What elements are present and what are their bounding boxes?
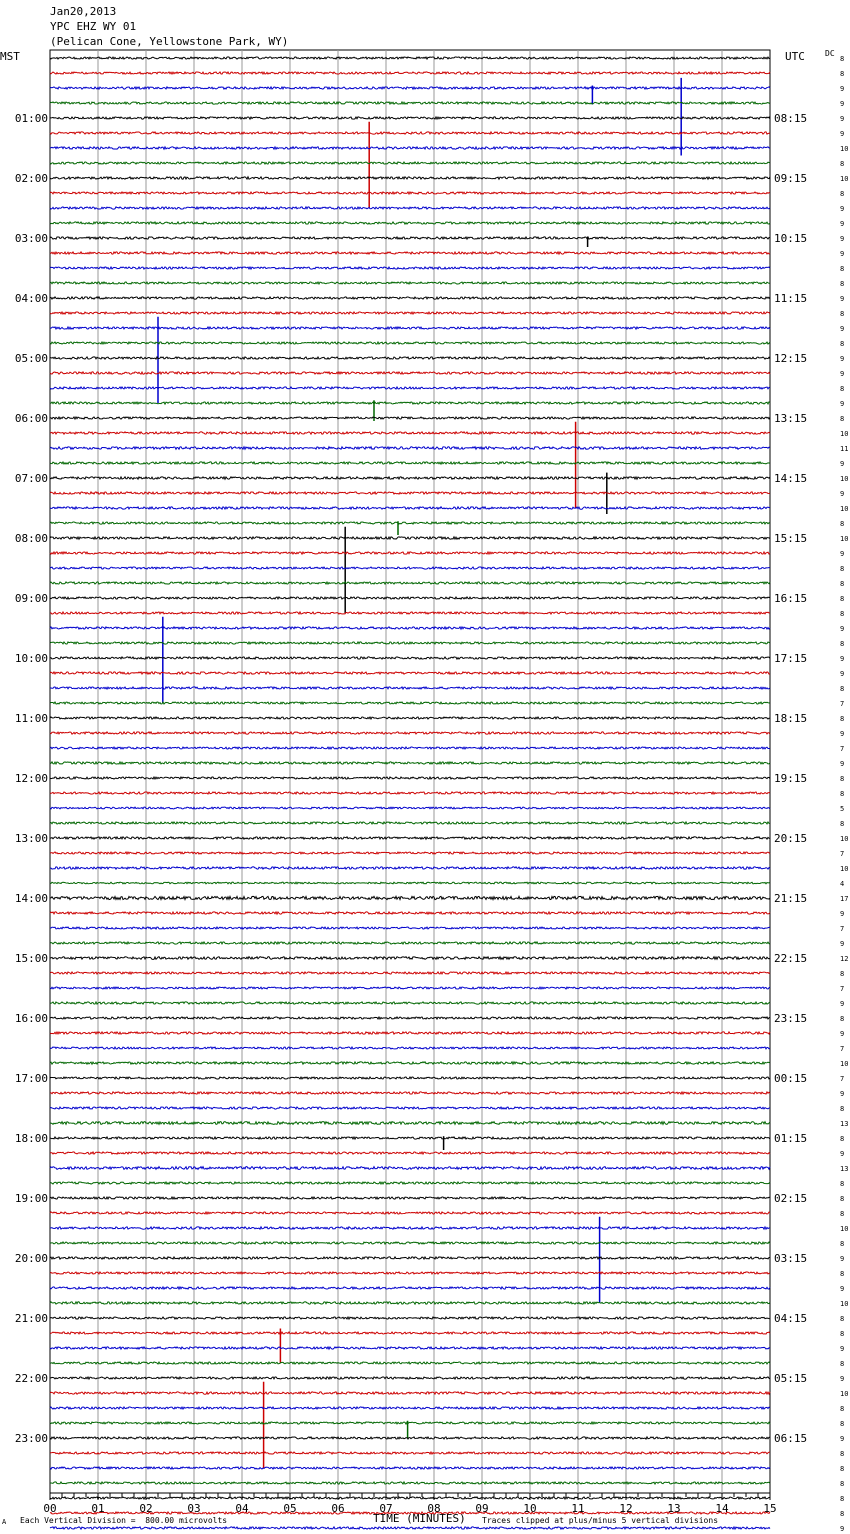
trace-row <box>50 1407 770 1409</box>
trace-row <box>50 492 770 494</box>
dc-offset-label: 8 <box>840 1465 845 1473</box>
dc-offset-label: 9 <box>840 355 845 363</box>
dc-offset-label: 9 <box>840 670 845 678</box>
trace-row <box>50 582 770 584</box>
trace-row <box>50 462 770 464</box>
utc-hour-label: 22:15 <box>774 952 808 965</box>
trace-row <box>50 267 770 269</box>
trace-row <box>50 867 770 869</box>
x-tick-label: 05 <box>283 1502 297 1515</box>
dc-offset-label: 8 <box>840 1420 845 1428</box>
mst-hour-label: 23:00 <box>14 1432 48 1445</box>
trace-row <box>50 1197 770 1199</box>
utc-hour-label: 12:15 <box>774 352 808 365</box>
trace-row <box>50 1047 770 1049</box>
trace-row <box>50 882 770 884</box>
x-tick-label: 11 <box>571 1502 585 1515</box>
trace-row <box>50 477 770 479</box>
dc-offset-label: 7 <box>840 1075 845 1083</box>
dc-offset-label: 8 <box>840 790 845 798</box>
dc-offset-label: 8 <box>840 1360 845 1368</box>
trace-row <box>50 1527 770 1529</box>
trace-row <box>50 57 770 59</box>
dc-offset-label: 8 <box>840 1510 845 1518</box>
dc-offset-label: 8 <box>840 1180 845 1188</box>
dc-offset-label: 8 <box>840 1135 845 1143</box>
dc-offset-label: 8 <box>840 340 845 348</box>
dc-offset-label: 13 <box>840 1120 849 1128</box>
dc-offset-label: 9 <box>840 85 845 93</box>
dc-offset-label: 10 <box>840 865 849 873</box>
mst-hour-label: 22:00 <box>14 1372 48 1385</box>
dc-offset-label: 9 <box>840 655 845 663</box>
dc-offset-label: 7 <box>840 985 845 993</box>
trace-row <box>50 627 770 629</box>
trace-row <box>50 147 770 149</box>
dc-offset-label: 9 <box>840 1150 845 1158</box>
dc-offset-label: 9 <box>840 295 845 303</box>
trace-row <box>50 687 770 689</box>
dc-offset-label: 8 <box>840 1330 845 1338</box>
dc-offset-label: 9 <box>840 625 845 633</box>
dc-offset-label: 8 <box>840 70 845 78</box>
utc-hour-label: 23:15 <box>774 1012 808 1025</box>
trace-row <box>50 1437 770 1439</box>
header-location: (Pelican Cone, Yellowstone Park, WY) <box>50 35 289 48</box>
mst-hour-label: 17:00 <box>14 1072 48 1085</box>
dc-offset-label: 8 <box>840 1105 845 1113</box>
dc-offset-label: 12 <box>840 955 849 963</box>
dc-offset-label: 8 <box>840 1240 845 1248</box>
dc-offset-label: 8 <box>840 385 845 393</box>
trace-row <box>50 1212 770 1214</box>
dc-offset-label: 11 <box>840 445 849 453</box>
trace-row <box>50 1092 770 1094</box>
dc-offset-label: 9 <box>840 550 845 558</box>
dc-offset-label: 8 <box>840 820 845 828</box>
dc-offset-label: 10 <box>840 145 849 153</box>
trace-row <box>50 747 770 749</box>
x-axis-title: TIME (MINUTES) <box>373 1512 466 1525</box>
trace-row <box>50 1347 770 1349</box>
trace-row <box>50 1077 770 1079</box>
mst-hour-label: 03:00 <box>14 232 48 245</box>
utc-hour-label: 08:15 <box>774 112 808 125</box>
dc-offset-label: 8 <box>840 595 845 603</box>
dc-offset-label: 10 <box>840 475 849 483</box>
trace-row <box>50 312 770 314</box>
dc-offset-label: 9 <box>840 1255 845 1263</box>
dc-offset-label: 7 <box>840 850 845 858</box>
dc-offset-label: 9 <box>840 1030 845 1038</box>
footer-clip: Traces clipped at plus/minus 5 vertical divisions <box>482 1516 719 1525</box>
dc-offset-label: 10 <box>840 430 849 438</box>
trace-row <box>50 717 770 719</box>
dc-offset-label: 8 <box>840 1015 845 1023</box>
trace-row <box>50 207 770 209</box>
dc-offset-label: 9 <box>840 760 845 768</box>
trace-row <box>50 1257 770 1259</box>
trace-row <box>50 672 770 674</box>
dc-offset-label: 8 <box>840 565 845 573</box>
dc-offset-label: 8 <box>840 160 845 168</box>
mst-hour-label: 02:00 <box>14 172 48 185</box>
dc-offset-label: 8 <box>840 580 845 588</box>
mst-hour-label: 13:00 <box>14 832 48 845</box>
dc-offset-label: 17 <box>840 895 849 903</box>
trace-row <box>50 1452 770 1454</box>
dc-offset-label: 10 <box>840 835 849 843</box>
dc-offset-label: 10 <box>840 1300 849 1308</box>
dc-offset-label: 8 <box>840 1270 845 1278</box>
trace-row <box>50 417 770 419</box>
trace-row <box>50 1482 770 1484</box>
trace-row <box>50 702 770 704</box>
mst-hour-label: 07:00 <box>14 472 48 485</box>
trace-row <box>50 1032 770 1034</box>
dc-offset-label: 8 <box>840 640 845 648</box>
mst-hour-label: 04:00 <box>14 292 48 305</box>
dc-offset-label: 10 <box>840 175 849 183</box>
dc-offset-label: 8 <box>840 715 845 723</box>
trace-row <box>50 162 770 164</box>
mst-hour-label: 18:00 <box>14 1132 48 1145</box>
trace-row <box>50 1497 770 1499</box>
utc-hour-label: 17:15 <box>774 652 808 665</box>
mst-hour-label: 19:00 <box>14 1192 48 1205</box>
trace-row <box>50 1017 770 1019</box>
utc-hour-label: 16:15 <box>774 592 808 605</box>
dc-offset-label: 8 <box>840 55 845 63</box>
mst-hour-label: 06:00 <box>14 412 48 425</box>
dc-offset-label: 9 <box>840 325 845 333</box>
utc-hour-label: 11:15 <box>774 292 808 305</box>
utc-hour-label: 04:15 <box>774 1312 808 1325</box>
dc-offset-label: 8 <box>840 1495 845 1503</box>
dc-offset-label: 10 <box>840 1225 849 1233</box>
dc-offset-label: 8 <box>840 190 845 198</box>
dc-offset-label: 13 <box>840 1165 849 1173</box>
trace-row <box>50 942 770 944</box>
trace-row <box>50 237 770 239</box>
dc-offset-label: 9 <box>840 370 845 378</box>
dc-offset-label: 8 <box>840 1480 845 1488</box>
dc-offset-label: 10 <box>840 505 849 513</box>
trace-row <box>50 447 770 450</box>
trace-row <box>50 1062 770 1064</box>
dc-offset-label: 9 <box>840 1435 845 1443</box>
dc-offset-label: 9 <box>840 130 845 138</box>
dc-offset-label: 9 <box>840 1285 845 1293</box>
trace-row <box>50 896 770 899</box>
dc-label: DC <box>825 49 835 58</box>
mst-hour-label: 21:00 <box>14 1312 48 1325</box>
trace-row <box>50 1167 770 1170</box>
x-tick-label: 07 <box>379 1502 393 1515</box>
x-tick-label: 09 <box>475 1502 489 1515</box>
trace-row <box>50 522 770 524</box>
utc-hour-label: 09:15 <box>774 172 808 185</box>
trace-row <box>50 72 770 74</box>
dc-offset-label: 8 <box>840 265 845 273</box>
x-tick-label: 12 <box>619 1502 633 1515</box>
mst-hour-label: 05:00 <box>14 352 48 365</box>
x-tick-label: 01 <box>91 1502 105 1515</box>
dc-offset-label: 7 <box>840 1045 845 1053</box>
trace-row <box>50 792 770 794</box>
header-station: YPC EHZ WY 01 <box>50 20 137 33</box>
footer-scale: Each Vertical Division = 800.00 microvolts <box>20 1516 228 1525</box>
trace-row <box>50 87 770 89</box>
mst-hour-label: 15:00 <box>14 952 48 965</box>
trace-row <box>50 1392 770 1394</box>
trace-row <box>50 1107 770 1109</box>
utc-hour-label: 19:15 <box>774 772 808 785</box>
utc-hour-label: 03:15 <box>774 1252 808 1265</box>
x-tick-label: 14 <box>715 1502 729 1515</box>
dc-offset-label: 9 <box>840 250 845 258</box>
trace-row <box>50 1287 770 1289</box>
trace-row <box>50 252 770 254</box>
mst-hour-label: 10:00 <box>14 652 48 665</box>
trace-row <box>50 117 770 119</box>
dc-offset-label: 10 <box>840 1390 849 1398</box>
x-tick-label: 08 <box>427 1502 441 1515</box>
trace-row <box>50 507 770 509</box>
dc-offset-label: 8 <box>840 1210 845 1218</box>
trace-row <box>50 777 770 779</box>
dc-offset-label: 8 <box>840 1315 845 1323</box>
trace-row <box>50 642 770 644</box>
trace-row <box>50 1182 770 1184</box>
dc-offset-label: 8 <box>840 415 845 423</box>
trace-row <box>50 177 770 179</box>
utc-label: UTC <box>785 50 805 63</box>
dc-offset-label: 8 <box>840 610 845 618</box>
trace-row <box>50 807 770 809</box>
dc-offset-label: 9 <box>840 460 845 468</box>
utc-hour-label: 10:15 <box>774 232 808 245</box>
trace-row <box>50 132 770 134</box>
mst-hour-label: 12:00 <box>14 772 48 785</box>
mst-hour-label: 08:00 <box>14 532 48 545</box>
x-tick-label: 03 <box>187 1502 201 1515</box>
utc-hour-label: 00:15 <box>774 1072 808 1085</box>
trace-row <box>50 1272 770 1274</box>
trace-row <box>50 822 770 824</box>
dc-offset-label: 9 <box>840 115 845 123</box>
dc-offset-label: 7 <box>840 925 845 933</box>
dc-offset-label: 7 <box>840 700 845 708</box>
trace-row <box>50 957 770 960</box>
trace-row <box>50 612 770 614</box>
trace-row <box>50 1377 770 1379</box>
dc-offset-label: 9 <box>840 940 845 948</box>
dc-offset-label: 9 <box>840 490 845 498</box>
trace-row <box>50 972 770 974</box>
mst-label: MST <box>0 50 20 63</box>
dc-offset-label: 8 <box>840 1405 845 1413</box>
dc-offset-label: 9 <box>840 100 845 108</box>
dc-offset-label: 8 <box>840 970 845 978</box>
trace-row <box>50 1467 770 1469</box>
trace-row <box>50 222 770 224</box>
utc-hour-label: 05:15 <box>774 1372 808 1385</box>
trace-row <box>50 552 770 554</box>
x-tick-label: 06 <box>331 1502 345 1515</box>
mst-hour-label: 09:00 <box>14 592 48 605</box>
x-tick-label: 02 <box>139 1502 153 1515</box>
dc-offset-label: 8 <box>840 310 845 318</box>
utc-hour-label: 13:15 <box>774 412 808 425</box>
mst-hour-label: 16:00 <box>14 1012 48 1025</box>
x-tick-label: 15 <box>763 1502 777 1515</box>
dc-offset-label: 9 <box>840 730 845 738</box>
dc-offset-label: 8 <box>840 520 845 528</box>
mst-hour-label: 14:00 <box>14 892 48 905</box>
trace-row <box>50 1332 770 1334</box>
utc-hour-label: 20:15 <box>774 832 808 845</box>
utc-hour-label: 14:15 <box>774 472 808 485</box>
dc-offset-label: 9 <box>840 205 845 213</box>
trace-row <box>50 192 770 194</box>
trace-row <box>50 1242 770 1244</box>
utc-hour-label: 02:15 <box>774 1192 808 1205</box>
dc-offset-label: 8 <box>840 775 845 783</box>
plot-frame <box>50 50 770 1493</box>
dc-offset-label: 9 <box>840 400 845 408</box>
utc-hour-label: 06:15 <box>774 1432 808 1445</box>
utc-hour-label: 21:15 <box>774 892 808 905</box>
trace-row <box>50 987 770 989</box>
dc-offset-label: 5 <box>840 805 845 813</box>
trace-row <box>50 837 770 839</box>
dc-offset-label: 9 <box>840 1375 845 1383</box>
dc-offset-label: 9 <box>840 910 845 918</box>
trace-row <box>50 762 770 764</box>
dc-offset-label: 9 <box>840 1000 845 1008</box>
trace-row <box>50 297 770 299</box>
dc-offset-label: 8 <box>840 1195 845 1203</box>
trace-row <box>50 1152 770 1154</box>
mst-hour-label: 01:00 <box>14 112 48 125</box>
trace-row <box>50 282 770 284</box>
dc-offset-label: 9 <box>840 1525 845 1533</box>
trace-row <box>50 1422 770 1424</box>
trace-row <box>50 852 770 854</box>
dc-offset-label: 8 <box>840 685 845 693</box>
dc-offset-label: 4 <box>840 880 845 888</box>
trace-row <box>50 927 770 929</box>
mst-hour-label: 11:00 <box>14 712 48 725</box>
trace-row <box>50 567 770 569</box>
utc-hour-label: 01:15 <box>774 1132 808 1145</box>
trace-row <box>50 1302 770 1304</box>
footer-mark: A <box>2 1518 7 1526</box>
mst-hour-label: 20:00 <box>14 1252 48 1265</box>
dc-offset-label: 8 <box>840 280 845 288</box>
dc-offset-label: 10 <box>840 535 849 543</box>
dc-offset-label: 7 <box>840 745 845 753</box>
dc-offset-label: 10 <box>840 1060 849 1068</box>
x-tick-label: 04 <box>235 1502 249 1515</box>
dc-offset-label: 9 <box>840 235 845 243</box>
x-tick-label: 10 <box>523 1502 537 1515</box>
utc-hour-label: 18:15 <box>774 712 808 725</box>
trace-row <box>50 432 770 434</box>
trace-row <box>50 1227 770 1229</box>
x-tick-label: 00 <box>43 1502 57 1515</box>
trace-row <box>50 912 770 914</box>
trace-row <box>50 1137 770 1139</box>
trace-row <box>50 1362 770 1364</box>
header-date: Jan20,2013 <box>50 5 117 18</box>
trace-row <box>50 597 770 599</box>
trace-row <box>50 537 770 539</box>
dc-offset-label: 9 <box>840 220 845 228</box>
trace-row <box>50 1317 770 1319</box>
utc-hour-label: 15:15 <box>774 532 808 545</box>
trace-row <box>50 1002 770 1004</box>
trace-row <box>50 1122 770 1125</box>
x-tick-label: 13 <box>667 1502 681 1515</box>
trace-row <box>50 732 770 734</box>
dc-offset-label: 9 <box>840 1345 845 1353</box>
trace-row <box>50 102 770 104</box>
dc-offset-label: 9 <box>840 1090 845 1098</box>
dc-offset-label: 8 <box>840 1450 845 1458</box>
trace-row <box>50 657 770 659</box>
